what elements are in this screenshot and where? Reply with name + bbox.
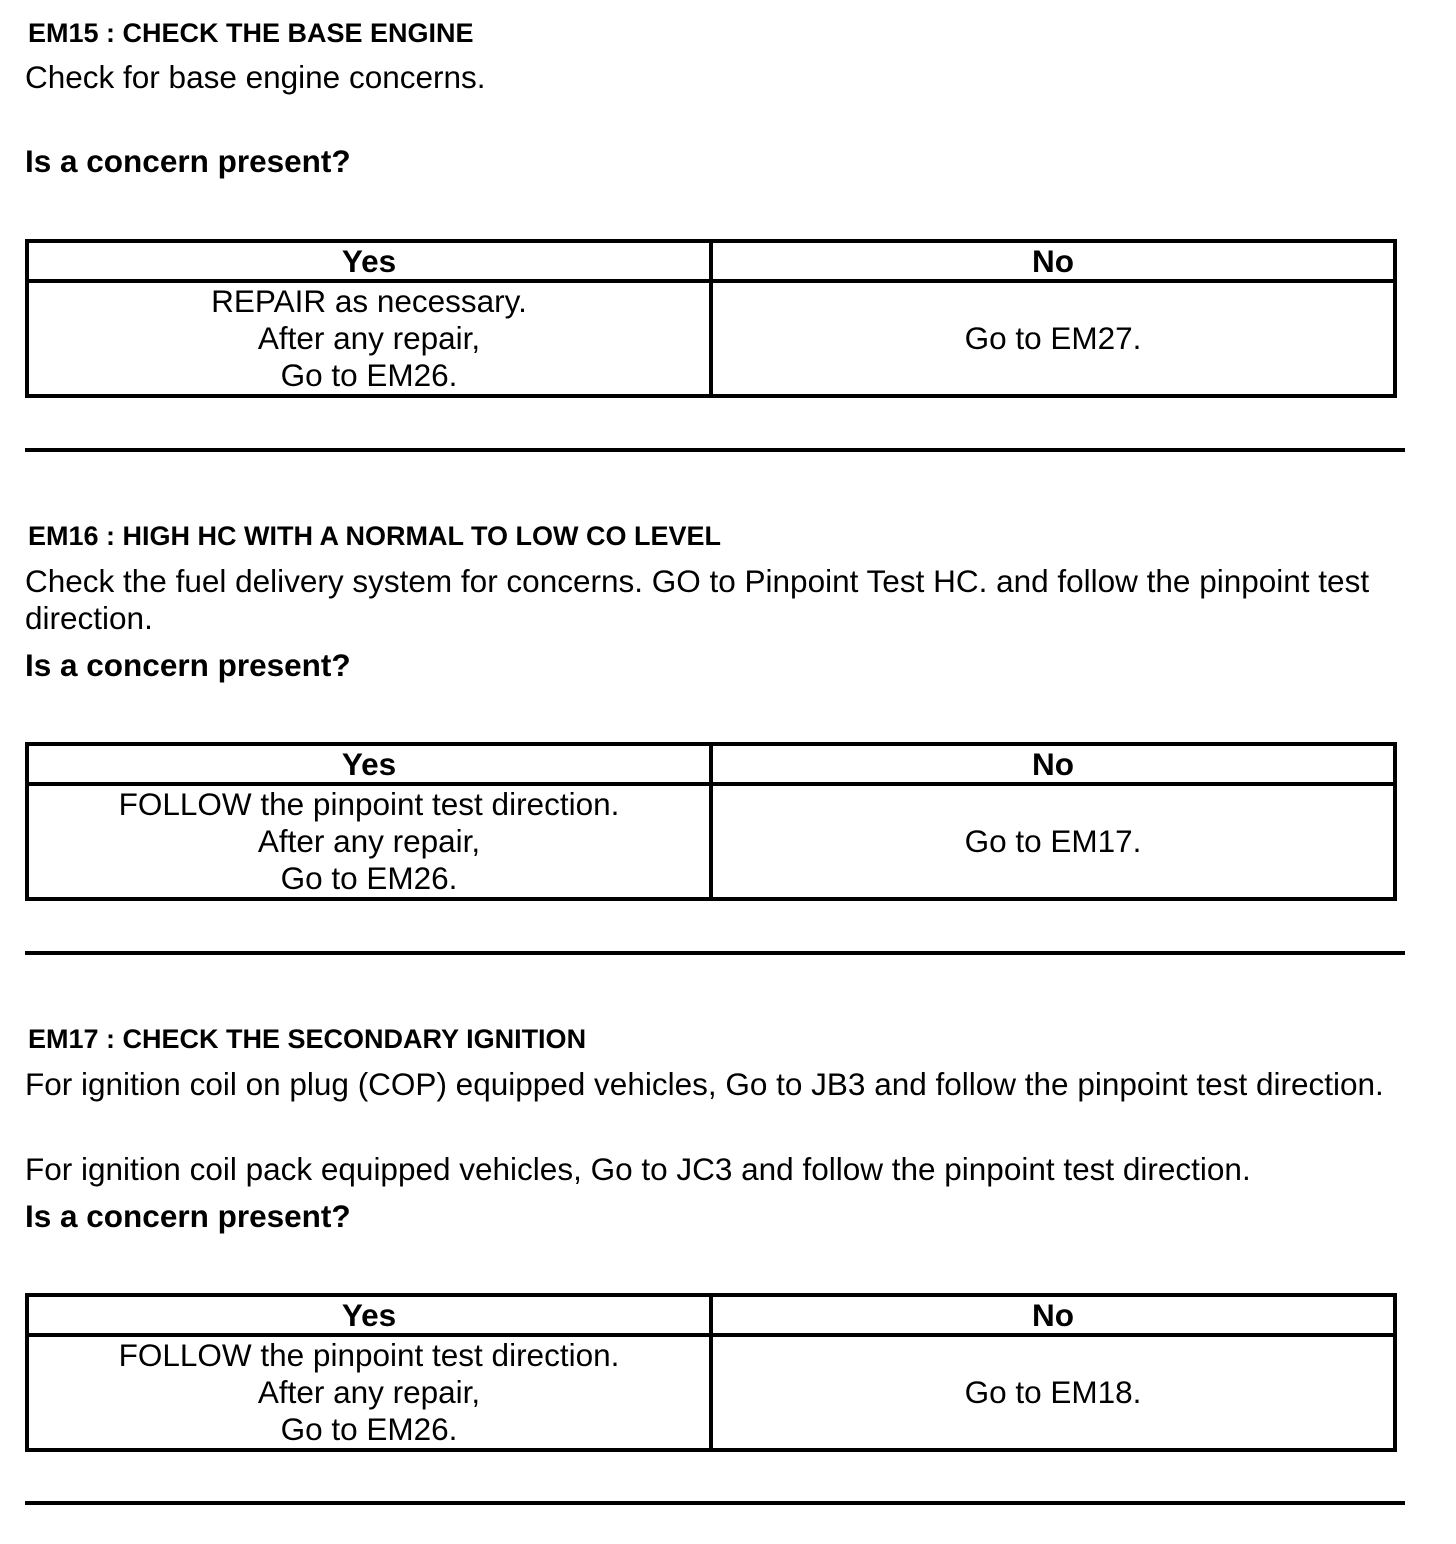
step-description: Check the fuel delivery system for concerns. GO to Pinpoint Test HC. and follow the pinpoint test direction.: [25, 563, 1370, 636]
step-description: For ignition coil on plug (COP) equipped vehicles, Go to JB3 and follow the pinpoint test direction.: [25, 1066, 1384, 1102]
yes-action-line: FOLLOW the pinpoint test direction.: [118, 786, 620, 822]
yes-action-line: After any repair,: [257, 320, 481, 356]
yes-no-table: [25, 1293, 1397, 1452]
step-question: Is a concern present?: [25, 143, 351, 179]
yes-action-line: Go to EM26.: [280, 357, 458, 393]
table-header-row: [27, 1295, 1395, 1335]
no-action-cell: Go to EM18.: [711, 1335, 1395, 1450]
no-column-header: No: [711, 1295, 1395, 1335]
step-heading: EM16 : HIGH HC WITH A NORMAL TO LOW CO LEVEL: [28, 521, 721, 551]
table-header-row: [27, 744, 1395, 784]
step-heading: EM15 : CHECK THE BASE ENGINE: [28, 18, 474, 48]
yes-no-table: [25, 239, 1397, 398]
table-row: [27, 281, 1395, 396]
yes-action-line: Go to EM26.: [280, 1411, 458, 1447]
yes-column-header: Yes: [27, 1295, 711, 1335]
no-column-header: No: [711, 744, 1395, 784]
yes-action-line: Go to EM26.: [280, 860, 458, 896]
yes-no-table: [25, 742, 1397, 901]
yes-action-cell: [27, 1335, 711, 1450]
no-action-cell: Go to EM27.: [711, 281, 1395, 396]
yes-action-line: REPAIR as necessary.: [211, 283, 527, 319]
step-question: Is a concern present?: [25, 1198, 351, 1234]
section-divider: [25, 951, 1405, 955]
step-description: Check for base engine concerns.: [25, 59, 486, 95]
table-row: [27, 1335, 1395, 1450]
table-row: [27, 784, 1395, 899]
section-divider: [25, 1501, 1405, 1505]
step-question: Is a concern present?: [25, 647, 351, 683]
section-divider: [25, 448, 1405, 452]
no-column-header: No: [711, 241, 1395, 281]
yes-column-header: Yes: [27, 744, 711, 784]
yes-action-line: After any repair,: [257, 823, 481, 859]
yes-column-header: Yes: [27, 241, 711, 281]
table-header-row: [27, 241, 1395, 281]
step-description: For ignition coil pack equipped vehicles, Go to JC3 and follow the pinpoint test direction.: [25, 1151, 1251, 1187]
yes-action-line: After any repair,: [257, 1374, 481, 1410]
step-heading: EM17 : CHECK THE SECONDARY IGNITION: [28, 1024, 587, 1054]
no-action-cell: Go to EM17.: [711, 784, 1395, 899]
yes-action-cell: [27, 281, 711, 396]
yes-action-line: FOLLOW the pinpoint test direction.: [118, 1337, 620, 1373]
yes-action-cell: [27, 784, 711, 899]
